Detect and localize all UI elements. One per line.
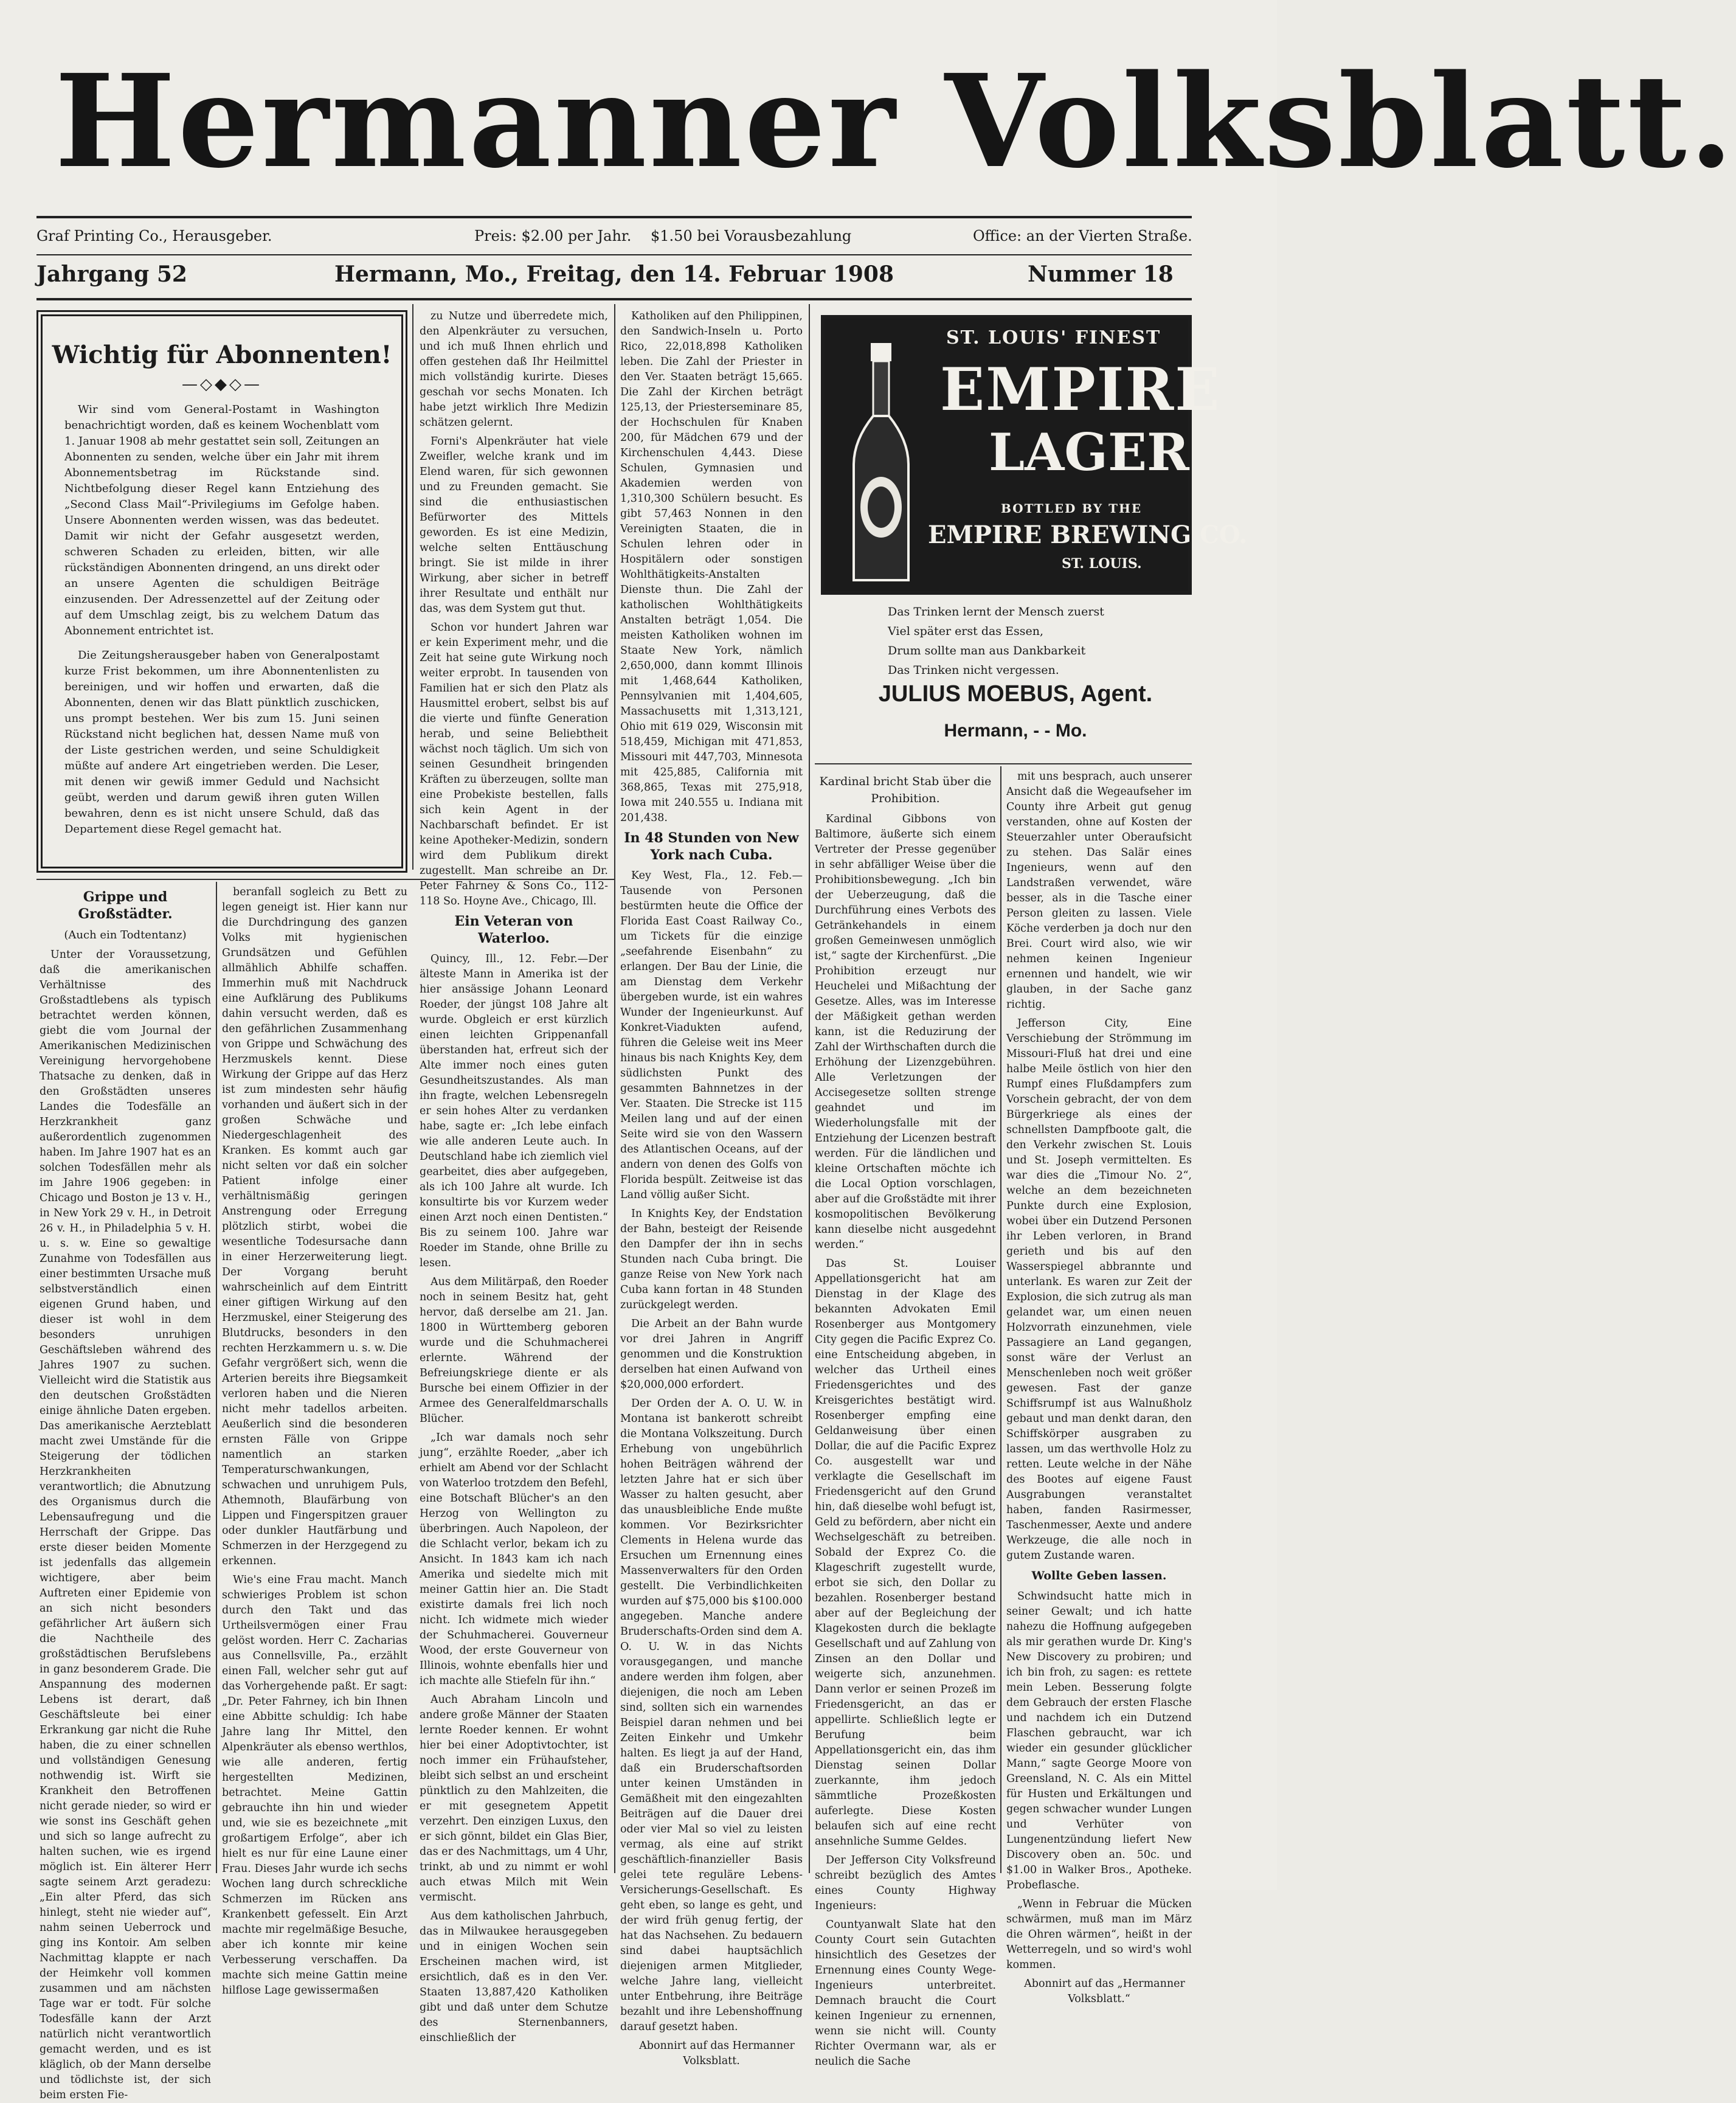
poem-line: Viel später erst das Essen, [888, 625, 1043, 638]
column-rule [412, 304, 413, 870]
masthead-title: Hermanner Volksblatt. [55, 46, 1736, 196]
info-bar [36, 225, 1192, 249]
notice-paragraph: Die Zeitungsherausgeber haben von Generalpostamt kurze Frist bekommen, um ihre Abonnentenlisten zu bereinigen, und wir hoffen und erwarten, daß die Abonnenten, denen wir das Blatt pünktlich zuschicken, uns prompt bestehen. Wer bis zum 15. Juni seinen Rückstand nicht beglichen hat, dessen Name muß von der Liste gestrichen werden, und seine Schuldigkeit müßte auf andere Art eingetrieben werden. Die Leser, mit denen wir gewiß immer Geduld und Nachsicht geübt, werden und darum gewiß ihren guten Willen bewahren, denn es ist nicht unsere Schuld, daß das Departement diese Regel gemacht hat. [64, 649, 379, 836]
prohibition-headline: Kardinal bricht Stab über die Prohibition. [819, 775, 992, 805]
article-paragraph: „Wenn in Februar die Mücken schwärmen, muß man im März die Ohren wärmen“, heißt in der Wetterregeln, und so wird's wohl kommen. [1006, 1898, 1192, 1971]
article-paragraph: Kardinal Gibbons von Baltimore, äußerte sich einem Vertreter der Presse gegenüber in sehr abfälliger Weise über die Prohibitionsbewegung. „Ich bin der Ueberzeugung, daß die Durchführung eines Verbots des Getränkehandels in einem großen Gemeinwesen unmöglich ist,“ sagte der Kirchenfürst. „Die Prohibition erzeugt nur Heuchelei und Mißachtung der Gesetze. Alles, was im Interesse der Mäßigkeit gethan werden kann, ist die Reduzirung der Zahl der Wirthschaften durch die Erhöhung der Lizenzgebühren. Alle Verletzungen der Accisegesetze sollten strenge geahndet und im Wiederholungsfalle mit der Entziehung der Licenzen bestraft werden. Für die ländlichen und kleine Ortschaften möchte ich die Local Option vorschlagen, aber auf die Großstädte mit ihrer kosmopolitischen Bevölkerung kann dieselbe nicht ausgedehnt werden.“ [815, 813, 996, 1251]
article-paragraph: mit uns besprach, auch unserer Ansicht daß die Wegeaufseher im County ihre Arbeit gut genug verstanden, ohne auf Kosten der Steuerzahler unter Oberaufsicht zu stehen. Das Salär eines Ingenieurs, wenn auf den Landstraßen verwendet, wäre besser, als in die Tasche einer Person gleiten zu lassen. Viele Köche verderben ja doch nur den Brei. Court wird also, wie wir nehmen keinen Ingenieur ernennen und handelt, wie wir glauben, in der Sache ganz richtig. [1006, 771, 1192, 1011]
notice-body [43, 402, 401, 837]
article-paragraph: Aus dem katholischen Jahrbuch, das in Milwaukee herausgegeben und in einigen Wochen sein Erscheinen machen wird, ist ersichtlich, daß es in den Ver. Staaten 13,887,420 Katholiken gibt und daß unter dem Schutze des Sternenbanners, einschließlich der [420, 1910, 608, 2044]
article-paragraph: Unter der Voraussetzung, daß die amerikanischen Verhältnisse des Großstadtlebens als typisch betrachtet werden können, giebt die vom Journal der Amerikanischen Medizinischen Vereinigung hervorgehobene Thatsache zu denken, daß in den Großstädten unseres Landes die Todesfälle an Herzkrankheit ganz außerordentlich zugenommen haben. Im Jahre 1907 hat es an solchen Todesfällen mehr als im Jahre 1906 gegeben: in Chicago und Boston je 13 v. H., in New York 29 v. H., in Detroit 26 v. H., in Philadelphia 5 v. H. u. s. w. Eine so gewaltige Zunahme von Todesfällen aus einer bestimmten Ursache muß selbstverständlich einen eigenen Grund haben, und dieser ist wohl in dem besonders unruhigen Geschäftsleben während des Jahres 1907 zu suchen. Vielleicht wird die Statistik aus den deutschen Großstädten einige ähnliche Daten ergeben. Das amerikanische Aerzteblatt macht zwei Umstände für die Steigerung der tödlichen Herzkrankheiten verantwortlich; die Abnutzung des Organismus durch die Lebensaufregung und die Herrschaft der Grippe. Das erste dieser beiden Momente ist jedenfalls das allgemein wichtigere, aber beim Auftreten einer Epidemie von an sich nicht besonders gefährlicher Art äußern sich die Nachtheile des großstädtischen Berufslebens in ganz besonderem Grade. Die Anspannung des modernen Lebens ist derart, daß Geschäftsleute bei einer Erkrankung gar nicht die Ruhe haben, die zu einer schnellen und vollständigen Genesung nothwendig ist. Wirft sie Krankheit den Betroffenen nicht gerade nieder, so wird er wie sonst ins Geschäft gehen und sich so lange aufrecht zu halten suchen, wie es irgend möglich ist. Ein älterer Herr sagte seinem Arzt geradezu: „Ein alter Pferd, das sich hinlegt, steht nie wieder auf“, nahm seinen Ueberrock und ging ins Kontoir. Am selben Nachmittag klappte er nach der Heimkehr voll kommen zusammen und am nächsten Tage war er todt. Für solche Todesfälle kann der Arzt natürlich nicht verantwortlich gemacht werden, und es ist kläglich, ob der Mann derselbe und tödlichste ist, der sich beim ersten Fie- [40, 949, 211, 2101]
article-paragraph: Countyanwalt Slate hat den County Court sein Gutachten hinsichtlich des Gesetzes der Ernennung eines County Wege-Ingenieurs unterbreitet. Demnach braucht die Court keinen Ingenieur zu ernennen, wenn sie nicht will. County Richter Overmann war, als er neulich die Sache [815, 1919, 996, 2068]
column-rule [1000, 766, 1001, 1873]
ad-city: ST. LOUIS. [1062, 556, 1142, 572]
grippe-subheadline: (Auch ein Todtentanz) [64, 929, 187, 941]
dateline: Hermann, Mo., Freitag, den 14. Februar 1908 [334, 262, 894, 287]
column-veteran [420, 309, 608, 2044]
drinking-poem [888, 602, 1131, 680]
ad-product: LAGER [989, 422, 1189, 482]
column-grippe-left [40, 885, 211, 2101]
column-grippe-right [222, 885, 407, 1997]
article-paragraph: Wie's eine Frau macht. Manch schwieriges Problem ist schon durch den Takt und das Urtheilsvermögen einer Frau gelöst worden. Herr C. Zacharias aus Connellsville, Pa., erzählt einen Fall, welcher sehr gut auf das Vorhergehende paßt. Er sagt: „Dr. Peter Fahrney, ich bin Ihnen eine Abbitte schuldig: Ich habe Jahre lang Ihr Mittel, den Alpenkräuter als ebenso werthlos, wie alle anderen, fertig hergestellten Medizinen, betrachtet. Meine Gattin gebrauchte ihn hin und wieder und, wie sie es bezeichnete „mit großartigem Erfolge“, aber ich hielt es nur für eine Laune einer Frau. Dieses Jahr wurde ich sechs Wochen lang durch schreckliche Schmerzen im Rücken ans Krankenbett gefesselt. Ein Arzt machte mir regelmäßige Besuche, aber ich konnte mir keine Verbesserung verschaffen. Da machte sich meine Gattin meine hilflose Lage gewissermaßen [222, 1574, 407, 1997]
notice-ornament: —◇◆◇— [182, 375, 262, 393]
ad-bottled-by: BOTTLED BY THE [1001, 501, 1143, 516]
subscribe-note: Abonnirt auf das „Hermanner Volksblatt.“ [1024, 1978, 1185, 2005]
info-rule [36, 254, 1192, 255]
article-paragraph: Quincy, Ill., 12. Febr.—Der älteste Mann in Amerika ist der hier ansässige Johann Leonard Roeder, der jüngst 108 Jahre alt wurde. Obgleich er erst kürzlich einen leichten Grippenanfall überstanden hat, erfreut sich der Alte immer noch eines guten Gesundheitszustandes. Als man ihn fragte, welchen Lebensregeln er sein hohes Alter zu verdanken habe, sagte er: „Ich lebe einfach wie alle anderen Leute auch. In Deutschland habe ich ziemlich viel gearbeitet, dies aber aufgegeben, als ich 100 Jahre alt wurde. Ich konsultirte bis vor Kurzem weder einen Arzt noch einen Dentisten.“ Bis zu seinem 100. Jahre war Roeder im Stande, ohne Brille zu lesen. [420, 953, 608, 1269]
article-paragraph: Der Orden der A. O. U. W. in Montana ist bankerott schreibt die Montana Volkszeitung. Durch Erhebung von ungebührlich hohen Beiträgen während der letzten Jahre hat er sich über Wasser zu halten gesucht, aber das unausbleibliche Ende mußte kommen. Vor Bezirksrichter Clements in Helena wurde das Ersuchen um Ernennung eines Massenverwalters für den Orden gestellt. Die Verbindlichkeiten wurden auf $75,000 bis $100.000 angegeben. Manche andere Bruderschafts-Orden sind dem A. O. U. W. in das Nichts vorausgegangen, und manche andere werden ihm folgen, aber diejenigen, die noch am Leben sind, sollten sich ein warnendes Beispiel daran nehmen und bei Zeiten Einkehr und Umkehr halten. Es liegt ja auf der Hand, daß ein Bruderschaftsorden unter keinen Umständen in Gemäßheit mit den eingezahlten Beiträgen auf die Dauer drei oder vier Mal so viel zu leisten vermag, als eine auf strikt geschäftlich-finanzieller Basis gelei tete reguläre Lebens-Versicherungs-Gesellschaft. Es geht eben, so lange es geht, und der wird früh genug fertig, der hat das Nachsehen. Zu bedauern sind dabei hauptsächlich diejenigen armen Mitglieder, welche Jahre lang, vielleicht unter Entbehrung, ihre Beiträge bezahlt und ihre Lebenshoffnung darauf gesetzt haben. [620, 1398, 803, 2033]
article-paragraph: Auch Abraham Lincoln und andere große Männer der Staaten lernte Roeder kennen. Er wohnt hier bei einer Adoptivtochter, ist noch immer ein Frühaufsteher, bleibt sich selbst an und erscheint pünktlich zu den Mahlzeiten, die er mit gesegnetem Appetit verzehrt. Den einzigen Luxus, den er sich gönnt, bildet ein Glas Bier, das er des Nachmittags, um 4 Uhr, trinkt, ab und zu nimmt er wohl auch etwas Milch mit Wein vermischt. [420, 1694, 608, 1904]
section-rule [815, 763, 1192, 764]
publisher: Graf Printing Co., Herausgeber. [36, 227, 272, 244]
office-address: Office: an der Vierten Straße. [973, 227, 1192, 244]
article-paragraph: Forni's Alpenkräuter hat viele Zweifler, welche krank und im Elend waren, für sich gewonnen und zu Freunden gemacht. Sie sind die enthusiastischen Befürworter des Mittels geworden. Es ist eine Medizin, welche selten Enttäuschung bringt. Sie ist milde in ihrer Wirkung, aber sicher in betreff ihrer Resultate und enthält nur das, was dem System gut thut. [420, 435, 608, 615]
price: Preis: $2.00 per Jahr. [474, 227, 632, 244]
date-rule [36, 298, 1192, 300]
masthead-rule [36, 216, 1192, 218]
article-paragraph: Key West, Fla., 12. Feb.—Tausende von Personen bestürmten heute die Office der Florida East Coast Railway Co., um Tickets für die einzige „seefahrende Eisenbahn“ zu erlangen. Der Bau der Linie, die am Dienstag dem Verkehr übergeben wurde, ist ein wahres Wunder der Ingenieurkunst. Auf Konkret-Viadukten aufend, führen die Geleise weit ins Meer hinaus bis nach Knights Key, dem südlichsten Punkt des gesammten Bahnnetzes in der Ver. Staaten. Die Strecke ist 115 Meilen lang und auf der einen Seite wird sie von den Wassern des Atlantischen Oceans, auf der andern von denen des Golfs von Florida bespült. Zeitweise ist das Land völlig außer Sicht. [620, 870, 803, 1201]
issue-number: Nummer 18 [1028, 262, 1174, 287]
column-rule [614, 304, 615, 1873]
column-rule [809, 304, 810, 1873]
advance-price: $1.50 bei Vorausbezahlung [651, 227, 852, 244]
volume: Jahrgang 52 [36, 262, 187, 287]
cuba-headline: In 48 Stunden von New York nach Cuba. [624, 830, 799, 863]
article-paragraph: Die Arbeit an der Bahn wurde vor drei Jahren in Angriff genommen und die Konstruktion derselben hat einen Aufwand von $20,000,000 erfordert. [620, 1318, 803, 1391]
ad-brand: EMPIRE [940, 355, 1221, 424]
discovery-headline: Wollte Geben lassen. [1031, 1569, 1167, 1582]
beer-bottle-icon [848, 343, 915, 586]
grippe-headline: Grippe und Großstädter. [78, 889, 173, 922]
article-paragraph: beranfall sogleich zu Bett zu legen geneigt ist. Hier kann nur die Durchdringung des ganzen Volks mit hygienischen Grundsätzen und Gefühlen allmählich Abhilfe schaffen. Immerhin muß mit Nachdruck eine Aufklärung des Publikums dahin versucht werden, daß es den gefährlichen Zusammenhang von Grippe und Schwächung des Herzmuskels kennt. Diese Wirkung der Grippe auf das Herz ist zum mindesten sehr häufig vorhanden und äußert sich in der großen Schwäche und Niedergeschlagenheit des Kranken. Es kommt auch gar nicht selten vor daß ein solcher Patient infolge einer verhältnismäßig geringen Anstrengung oder Erregung plötzlich stirbt, wobei die wesentliche Todesursache dann in einer Herzerweiterung liegt. Der Vorgang beruht wahrscheinlich auf dem Eintritt einer giftigen Wirkung auf den Herzmuskel, einer Steigerung des Blutdrucks, besonders in den rechten Herzkammern u. s. w. Die Gefahr vergrößert sich, wenn die Arterien bereits ihre Biegsamkeit verloren haben und die Nieren nicht mehr tadellos arbeiten. Aeußerlich sind die besonderen ernsten Fälle von Grippe namentlich an starken Temperaturschwankungen, schwachen und unruhigem Puls, Athemnoth, Blaufärbung von Lippen und Fingerspitzen grauer oder dunkler Hautfärbung und Schmerzen in der Herzgegend zu erkennen. [222, 886, 407, 1567]
column-steamboat [1006, 769, 1192, 2005]
notice-paragraph: Wir sind vom General-Postamt in Washington benachrichtigt worden, daß es keinem Wochenblatt vom 1. Januar 1908 ab mehr gestattet sein soll, Zeitungen an Abonnenten zu senden, welche über ein Jahr mit ihrem Abonnementsbetrag im Rückstande sind. Nichtbefolgung dieser Regel kann Entziehung des „Second Class Mail“-Privilegiums im Gefolge haben. Unsere Abonnenten werden wissen, was das bedeutet. Damit wir nicht der Gefahr ausgesetzt werden, schweren Schaden zu erleiden, bitten, wir alle rückständigen Abonnenten dringend, an uns direkt oder an unsere Agenten die schuldigen Beiträge einzusenden. Der Adressenzettel auf der Zeitung oder auf dem Umschlag zeigt, bis zu welchem Datum das Abonnement entrichtet ist. [64, 403, 379, 637]
veteran-headline: Ein Veteran von Waterloo. [454, 913, 573, 946]
empire-lager-ad [821, 315, 1248, 595]
article-paragraph: Katholiken auf den Philippinen, den Sandwich-Inseln u. Porto Rico, 22,018,898 Katholiken leben. Die Zahl der Priester in den Ver. Staaten beträgt 15,665. Die Zahl der Kirchen beträgt 125,13, der Priesterseminare 85, der Hochschulen für Knaben 200, für Mädchen 679 und der Kirchenschulen 4,443. Diese Schulen, Gymnasien und Akademien werden von 1,310,300 Schülern besucht. Es gibt 57,463 Nonnen in den Vereinigten Staaten, die in Schulen lehren oder in Hospitälern oder sonstigen Wohlthätigkeits-Anstalten Dienste thun. Die Zahl der katholischen Wohlthätigkeits Anstalten beträgt 1,054. Die meisten Katholiken wohnen im Staate New York, nämlich 2,650,000, dann kommt Illinois mit 1,468,644 Katholiken, Pennsylvanien mit 1,404,605, Massachusetts mit 1,313,121, Ohio mit 619 029, Wisconsin mit 518,459, Michigan mit 471,853, Missouri mit 447,703, Minnesota mit 425,885, California mit 368,865, Texas mit 275,918, Iowa mit 240.555 u. Indiana mit 201,438. [620, 310, 803, 824]
subscribe-note: Abonnirt auf das Hermanner Volksblatt. [639, 2040, 795, 2067]
article-paragraph: Jefferson City, Eine Verschiebung der Strömmung im Missouri-Fluß hat drei und eine halbe Meile östlich von hier den Rumpf eines Flußdampfers zum Vorschein gebracht, der von dem Bürgerkriege als eines der schnellsten Dampfboote galt, die den Verkehr zwischen St. Louis und St. Joseph vermittelten. Es war dies die „Timour No. 2“, welche an dem bezeichneten Punkte durch eine Explosion, wobei über ein Dutzend Personen ihr Leben verloren, in Brand gerieth und bis auf den Wasserspiegel abbrannte und unterlank. Es waren zur Zeit der Explosion, die sich zutrug als man gelandet war, um einen neuen Holzvorrath einzunehmen, viele Passagiere an Land gegangen, sonst wäre der Verlust an Menschenleben noch weit größer gewesen. Fast der ganze Schiffsrumpf ist aus Walnußholz gebaut und man denkt daran, den Schiffskörper ausgraben zu lassen, um das werthvolle Holz zu retten. Leute welche in der Nähe des Bootes auf eigene Faust Ausgrabungen veranstaltet haben, fanden Rasirmesser, Taschenmesser, Aexte und andere Werkzeuge, die alle noch in gutem Zustande waren. [1006, 1017, 1192, 1562]
article-paragraph: Das St. Louiser Appellationsgericht hat am Dienstag in der Klage des bekannten Advokaten Emil Rosenberger aus Montgomery City gegen die Pacific Exprez Co. eine Entscheidung abgeben, in welcher das Urtheil eines Friedensgerichtes und des Kreisgerichtes bestätigt wird. Rosenberger empfing eine Geldanweisung über einen Dollar, die auf die Pacific Exprez Co. ausgestellt war und verklagte die Gesellschaft im Friedensgericht auf den Grund hin, daß dieselbe wohl befugt ist, Geld zu befördern, aber nicht ein Wechselgeschäft zu betreiben. Sobald der Exprez Co. die Klageschrift zugestellt wurde, erbot sie sich, den Dollar zu bezahlen. Rosenberger bestand aber auf der Begleichung der Klagekosten durch die beklagte Gesellschaft und auf Zahlung von Zinsen an den Dollar und weigerte sich, anzunehmen. Dann verlor er seinen Prozeß im Friedensgericht, an das er appellirte. Schließlich legte er Berufung beim Appellationsgericht ein, das ihm Dienstag seinen Dollar zuerkannte, ihm jedoch sämmtliche Prozeßkosten auferlegte. Diese Kosten belaufen sich auf eine recht ansehnliche Summe Geldes. [815, 1258, 996, 1848]
poem-line: Das Trinken nicht vergessen. [888, 663, 1059, 677]
article-paragraph: „Ich war damals noch sehr jung“, erzählte Roeder, „aber ich erhielt am Abend vor der Schlacht von Waterloo trotzdem den Befehl, eine Botschaft Blücher's an den Herzog von Wellington zu überbringen. Auch Napoleon, der die Schlacht verlor, bekam ich zu Ansicht. In 1843 kam ich nach Amerika und siedelte mich mit meiner Gattin hier an. Die Stadt existirte damals frei lich noch nicht. Ich widmete mich wieder der Schuhmacherei. Gouverneur Wood, der erste Gouverneur von Illinois, wohnte ebenfalls hier und ich machte alle Stiefeln für ihn.“ [420, 1432, 608, 1687]
article-paragraph: In Knights Key, der Endstation der Bahn, besteigt der Reisende den Dampfer der ihn in sechs Stunden nach Cuba bringt. Die ganze Reise von New York nach Cuba kann fortan in 48 Stunden zurückgelegt werden. [620, 1208, 803, 1311]
poem-line: Drum sollte man aus Dankbarkeit [888, 644, 1086, 657]
ad-company: EMPIRE BREWING CO. [928, 521, 1248, 549]
column-cuba [620, 309, 803, 2067]
article-paragraph: Schwindsucht hatte mich in seiner Gewalt; und ich hatte nahezu die Hoffnung aufgegeben als mir gerathen wurde Dr. King's New Discovery zu probiren; und ich bin froh, zu sagen: es rettete mein Leben. Besserung folgte dem Gebrauch der ersten Flasche und nachdem ich ein Dutzend Flaschen gebraucht, war ich wieder ein gesunder glücklicher Mann,“ sagte George Moore von Greensland, N. C. Als ein Mittel für Husten und Erkältungen und gegen schwacher wunder Lungen und Verhüter von Lungenentzündung liefert New Discovery oben an. 50c. und $1.00 in Walker Bros., Apotheke. Probeflasche. [1006, 1590, 1192, 1891]
date-bar [36, 262, 1192, 292]
column-prohibition [815, 769, 996, 2068]
agent-city: Hermann, - - Mo. [944, 721, 1087, 741]
agent-name: JULIUS MOEBUS, Agent. [878, 681, 1153, 707]
article-paragraph: Aus dem Militärpaß, den Roeder noch in seinem Besitz hat, geht hervor, daß derselbe am 21. Jan. 1800 in Württemberg geboren wurde und die Schuhmacherei erlernte. Während der Befreiungskriege diente er als Bursche bei einem Offizier in der Armee des Generalfeldmarschalls Blücher. [420, 1276, 608, 1425]
article-paragraph: Schon vor hundert Jahren war er kein Experiment mehr, und die Zeit hat seine gute Wirkung noch weiter erprobt. In tausenden von Familien hat er sich den Platz als Hausmittel erobert, selbst bis auf die vierte und fünfte Generation herab, und seine Beliebtheit wächst noch täglich. Um sich von seinen Gesundheit bringenden Kräften zu überzeugen, sollte man eine Probekiste bestellen, falls sich kein Agent in der Nachbarschaft befindet. Er ist keine Apotheker-Medizin, sondern wird dem Publikum direkt zugestellt. Man schreibe an Dr. Peter Fahrney & Sons Co., 112-118 So. Hoyne Ave., Chicago, Ill. [420, 622, 608, 907]
subscriber-notice-box [36, 310, 407, 873]
notice-title: Wichtig für Abonnenten! [52, 341, 392, 369]
poem-line: Das Trinken lernt der Mensch zuerst [888, 605, 1104, 618]
article-paragraph: zu Nutze und überredete mich, den Alpenkräuter zu versuchen, und ich muß Ihnen ehrlich und offen gestehen daß Ihr Heilmittel mich vollständig kurirte. Dieses geschah vor sechs Monaten. Ich habe jetzt wirklich Ihre Medizin schätzen gelernt. [420, 310, 608, 429]
ad-tagline: ST. LOUIS' FINEST [946, 327, 1161, 348]
column-rule [216, 882, 217, 1873]
article-paragraph: Der Jefferson City Volksfreund schreibt bezüglich des Amtes eines County Highway Ingenieurs: [815, 1854, 996, 1912]
